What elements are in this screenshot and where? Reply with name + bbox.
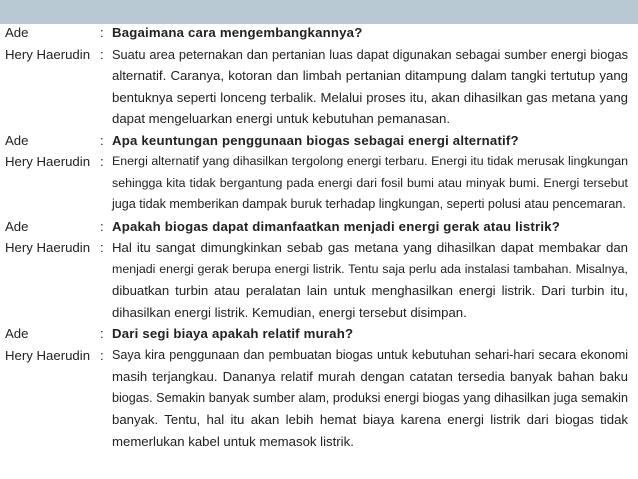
question-row: [0, 216, 638, 238]
header-bar: [0, 0, 638, 24]
text-line: Suatu area peternakan dan pertanian luas dapat digunakan sebagai sumber energi biogas: [112, 46, 628, 62]
question-text: [112, 323, 628, 345]
question-text: [112, 216, 628, 238]
speaker-name: Ade: [5, 25, 29, 40]
answer-text: [112, 237, 628, 323]
speaker-name: Hery Haerudin: [5, 46, 91, 62]
answer-row: [0, 345, 638, 453]
separator-colon: :: [100, 218, 104, 234]
separator-colon: :: [100, 347, 104, 363]
separator-colon: :: [100, 154, 104, 169]
text-line: Dari segi biaya apakah relatif murah?: [112, 326, 354, 341]
question-text: [112, 130, 628, 152]
text-line: dihasilkan energi listrik. Kemudian, energi tersebut disimpan.: [112, 304, 467, 320]
answer-row: [0, 237, 638, 323]
text-line: biogas. Semakin banyak sumber alam, produksi energi biogas yang dihasilkan juga semakin: [112, 390, 628, 405]
text-line: juga tidak memberikan dampak buruk terhadap lingkungan, seperti polusi atau pencemaran.: [112, 197, 626, 211]
speaker-name: Hery Haerudin: [5, 240, 91, 255]
text-line: dapat mengeluarkan energi untuk kebutuhan pemanasan.: [112, 111, 450, 126]
question-row: [0, 22, 638, 44]
text-line: Apa keuntungan penggunaan biogas sebagai energi alternatif?: [112, 132, 519, 148]
text-line: dibuatkan turbin atau peralatan lain untuk menghasilkan energi listrik. Dari turbin itu,: [112, 283, 628, 298]
answer-row: [0, 151, 638, 216]
question-text: [112, 22, 628, 44]
separator-colon: :: [100, 46, 104, 62]
answer-row: [0, 44, 638, 130]
text-line: Bagaimana cara mengembangkannya?: [112, 25, 363, 40]
answer-text: [112, 151, 628, 216]
separator-colon: :: [100, 240, 104, 255]
separator-colon: :: [100, 25, 104, 40]
text-line: sehingga kita tidak bergantung pada energi dari fosil bumi atau minyak bumi. Energi tersebut: [112, 175, 628, 190]
interview-transcript: [0, 22, 638, 479]
text-line: Energi alternatif yang dihasilkan tergolong energi terbaru. Energi itu tidak merusak lingkungan: [112, 154, 628, 168]
speaker-name: Ade: [5, 326, 29, 341]
text-line: Hal itu sangat dimungkinkan sebab gas metana yang dihasilkan dapat membakar dan: [112, 240, 628, 255]
text-line: Saya kira penggunaan dan pembuatan biogas untuk kebutuhan sehari-hari secara ekonomi: [112, 347, 628, 362]
speaker-name: Ade: [5, 218, 29, 234]
speaker-name: Hery Haerudin: [5, 347, 91, 363]
separator-colon: :: [100, 326, 104, 341]
text-line: menjadi energi gerak berupa energi listrik. Tentu saja perlu ada instalasi tambahan. Misalnya,: [112, 261, 628, 276]
speaker-name: Hery Haerudin: [5, 154, 91, 169]
text-line: bentuknya seperti lonceng terbalik. Melalui proses itu, akan dihasilkan gas metana yang: [112, 89, 628, 105]
question-row: [0, 130, 638, 152]
separator-colon: :: [100, 132, 104, 148]
text-line: masih terjangkau. Dananya relatif murah dengan catatan tersedia banyak bahan baku: [112, 369, 628, 384]
text-line: memerlukan kabel untuk memasok listrik.: [112, 433, 354, 449]
answer-text: [112, 44, 628, 130]
text-line: Apakah biogas dapat dimanfaatkan menjadi energi gerak atau listrik?: [112, 218, 560, 234]
speaker-name: Ade: [5, 132, 29, 148]
question-row: [0, 323, 638, 345]
answer-text: [112, 345, 628, 453]
text-line: banyak. Tentu, hal itu akan lebih hemat biaya karena energi listrik dari biogas tidak: [112, 412, 628, 427]
text-line: alternatif. Caranya, kotoran dan limbah pertanian ditampung dalam tangki tertutup yang: [112, 68, 628, 83]
